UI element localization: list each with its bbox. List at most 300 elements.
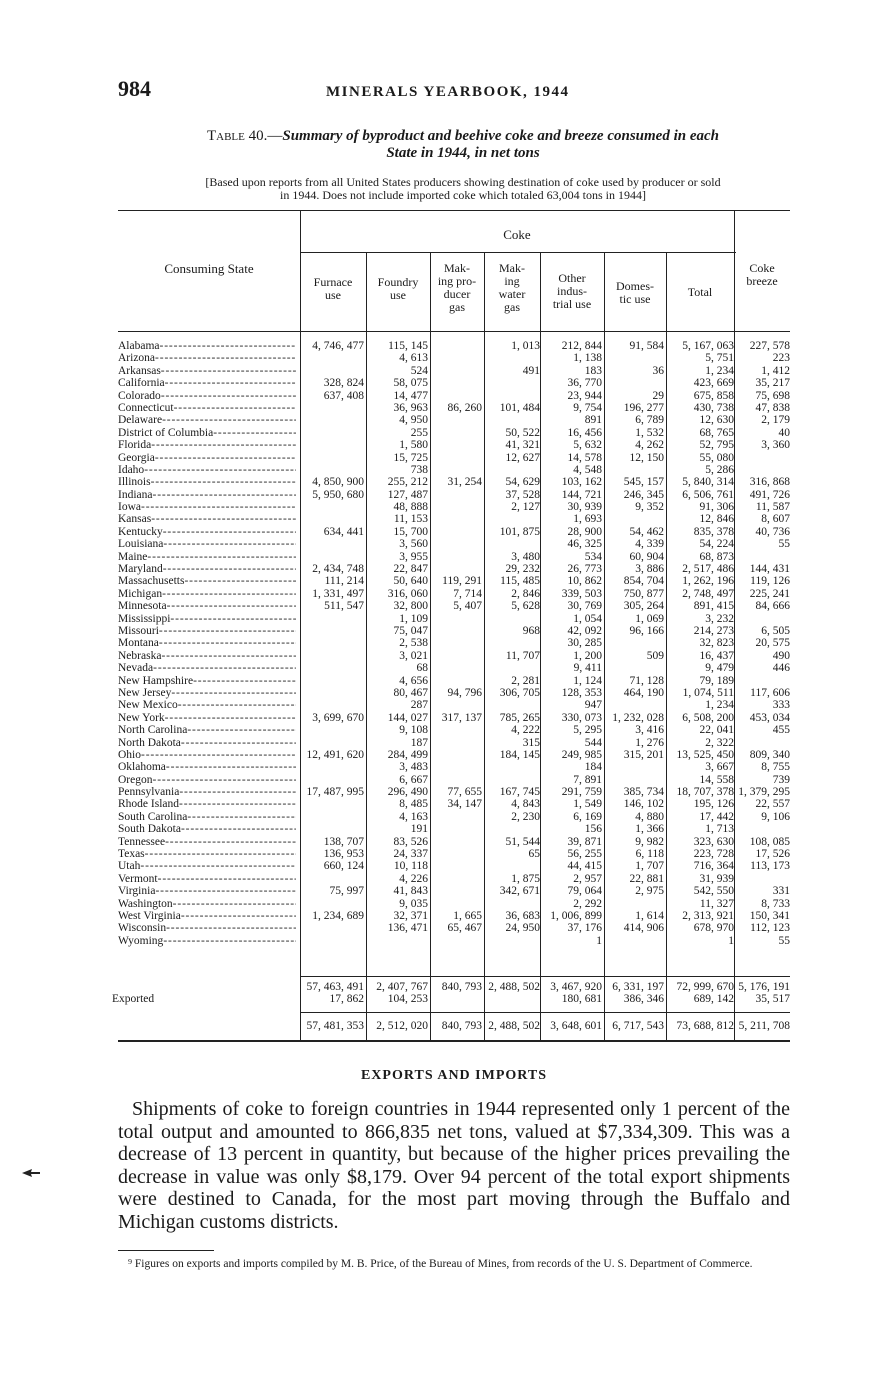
table-cell: 1, 006, 899 xyxy=(550,909,602,922)
table-cell: 36, 963 xyxy=(393,401,428,414)
table-cell: 6, 118 xyxy=(635,848,664,861)
state-name: New Mexico - - - xyxy=(118,699,296,711)
table-cell: 223, 728 xyxy=(693,848,734,861)
table-cell: 3, 467, 920 xyxy=(550,981,602,993)
table-cell: 12, 491, 620 xyxy=(306,748,364,761)
table-cell: 225, 241 xyxy=(749,587,790,600)
table-cell: 2, 127 xyxy=(511,501,540,514)
table-note xyxy=(118,176,808,202)
table-cell: 31, 254 xyxy=(447,476,482,489)
table-cell: 4, 613 xyxy=(399,352,428,365)
table-cell: 4, 163 xyxy=(399,810,428,823)
table-cell: 4, 548 xyxy=(573,463,602,476)
state-name: New York - - - xyxy=(118,712,296,724)
header-total: Total xyxy=(687,285,713,299)
table-cell: 423, 669 xyxy=(693,377,734,390)
table-row xyxy=(118,761,790,773)
table-row xyxy=(118,526,790,538)
table-bottom-rule xyxy=(118,1040,790,1042)
header-consuming-state: Consuming State xyxy=(164,261,254,276)
table-cell: 6, 331, 197 xyxy=(612,981,664,993)
table-cell: 36 xyxy=(652,364,664,377)
table-row xyxy=(118,885,790,897)
table-cell: 57, 481, 353 xyxy=(306,1020,364,1032)
state-name: Utah - - - xyxy=(118,860,296,872)
state-name: Maryland - - - xyxy=(118,563,296,575)
table-cell: 144, 027 xyxy=(387,711,428,724)
table-cell: 1, 232, 028 xyxy=(612,711,664,724)
table-cell: 23, 944 xyxy=(567,389,602,402)
table-cell: 115, 485 xyxy=(500,575,540,588)
table-cell: 79, 064 xyxy=(567,885,602,898)
table-cell: 6, 169 xyxy=(573,810,602,823)
table-cell: 40 xyxy=(778,426,790,439)
table-cell: 316, 868 xyxy=(749,476,790,489)
state-name: Massachusetts - - - xyxy=(118,575,296,587)
table-cell: 1, 234, 689 xyxy=(312,909,364,922)
table-cell: 138, 707 xyxy=(323,835,364,848)
table-cell: 65, 467 xyxy=(447,922,482,935)
table-cell: 77, 655 xyxy=(447,786,482,799)
table-row xyxy=(118,613,790,625)
table-cell: 40, 736 xyxy=(755,525,790,538)
table-cell: 14, 558 xyxy=(699,773,734,786)
state-name: Missouri - - - xyxy=(118,625,296,637)
table-cell: 17, 487, 995 xyxy=(306,786,364,799)
table-cell: 738 xyxy=(410,463,428,476)
table-cell: 71, 128 xyxy=(629,674,664,687)
table-row xyxy=(118,749,790,761)
table-cell: 1, 665 xyxy=(453,909,482,922)
table-cell: 37, 528 xyxy=(505,488,540,501)
table-cell: 6, 508, 200 xyxy=(682,711,734,724)
table-row xyxy=(118,464,790,476)
table-cell: 317, 137 xyxy=(441,711,482,724)
table-cell: 716, 364 xyxy=(693,860,734,873)
state-name: Delaware - - - xyxy=(118,414,296,426)
table-cell: 1, 054 xyxy=(573,612,602,625)
table-cell: 2, 488, 502 xyxy=(488,981,540,993)
table-row xyxy=(118,922,790,934)
state-name: Connecticut - - - xyxy=(118,402,296,414)
state-name: New Jersey - - - xyxy=(118,687,296,699)
table-cell: 6, 789 xyxy=(635,414,664,427)
table-row xyxy=(118,365,790,377)
table-row xyxy=(118,476,790,488)
state-name: Maine - - - xyxy=(118,551,296,563)
table-cell: 1, 138 xyxy=(573,352,602,365)
table-row xyxy=(118,823,790,835)
table-cell: 212, 844 xyxy=(561,340,602,352)
table-cell: 4, 850, 900 xyxy=(312,476,364,489)
table-cell: 104, 253 xyxy=(387,993,428,1005)
state-name: Washington - - - xyxy=(118,898,296,910)
table-cell: 10, 118 xyxy=(393,860,428,873)
table-row xyxy=(118,489,790,501)
table-cell: 490 xyxy=(772,649,790,662)
table-cell: 1, 580 xyxy=(399,439,428,452)
state-name: Kansas - - - xyxy=(118,513,296,525)
table-cell: 1, 124 xyxy=(573,674,602,687)
table-cell: 3, 021 xyxy=(399,649,428,662)
table-cell: 9, 754 xyxy=(573,401,602,414)
exported-rule xyxy=(300,1012,790,1013)
table-cell: 35, 217 xyxy=(755,377,790,390)
table-cell: 55 xyxy=(778,934,790,947)
table-cell: 386, 346 xyxy=(623,993,664,1005)
table-row xyxy=(118,836,790,848)
table-cell: 60, 904 xyxy=(629,550,664,563)
state-name: Tennessee - - - xyxy=(118,836,296,848)
table-cell: 9, 982 xyxy=(635,835,664,848)
state-name: Montana - - - xyxy=(118,637,296,649)
table-cell: 1, 366 xyxy=(635,823,664,836)
table-row xyxy=(118,699,790,711)
table-cell: 22, 847 xyxy=(393,563,428,576)
table-row xyxy=(118,551,790,563)
state-name: Rhode Island - - - xyxy=(118,798,296,810)
table-cell: 3, 667 xyxy=(705,761,734,774)
table-cell: 2, 434, 748 xyxy=(312,563,364,576)
table-cell: 9, 108 xyxy=(399,724,428,737)
state-name: Arkansas - - - xyxy=(118,365,296,377)
table-row xyxy=(118,910,790,922)
table-cell: 56, 255 xyxy=(567,848,602,861)
table-cell: 1, 331, 497 xyxy=(312,587,364,600)
table-cell: 2, 292 xyxy=(573,897,602,910)
table-cell: 55, 080 xyxy=(699,451,734,464)
table-cell: 2, 748, 497 xyxy=(682,587,734,600)
table-cell: 3, 232 xyxy=(705,612,734,625)
table-cell: 227, 578 xyxy=(749,340,790,352)
table-cell: 296, 490 xyxy=(387,786,428,799)
table-cell: 1, 069 xyxy=(635,612,664,625)
table-cell: 750, 877 xyxy=(623,587,664,600)
table-cell: 10, 862 xyxy=(567,575,602,588)
subtotal-rule xyxy=(300,976,790,977)
table-cell: 1, 532 xyxy=(635,426,664,439)
table-cell: 2, 538 xyxy=(399,637,428,650)
table-cell: 6, 717, 543 xyxy=(612,1020,664,1032)
table-cell: 103, 162 xyxy=(561,476,602,489)
table-cell: 184 xyxy=(584,761,602,774)
table-cell: 3, 483 xyxy=(399,761,428,774)
table-cell: 14, 477 xyxy=(393,389,428,402)
state-name: South Dakota - - - xyxy=(118,823,296,835)
grand-total-row xyxy=(118,1020,790,1033)
table-cell: 75, 997 xyxy=(329,885,364,898)
table-row xyxy=(118,737,790,749)
table-cell: 91, 306 xyxy=(699,501,734,514)
state-name: Oregon - - - xyxy=(118,774,296,786)
table-cell: 22, 041 xyxy=(699,724,734,737)
table-cell: 119, 126 xyxy=(750,575,790,588)
table-cell: 36, 683 xyxy=(505,909,540,922)
table-cell: 84, 666 xyxy=(755,600,790,613)
table-cell: 28, 900 xyxy=(567,525,602,538)
table-cell: 330, 073 xyxy=(561,711,602,724)
table-cell: 115, 145 xyxy=(388,340,428,352)
table-cell: 16, 456 xyxy=(567,426,602,439)
table-cell: 144, 431 xyxy=(749,563,790,576)
table-cell: 835, 378 xyxy=(693,525,734,538)
header-producer-gas: Mak- ing pro- ducer gas xyxy=(437,261,477,314)
table-row xyxy=(118,414,790,426)
table-cell: 2, 846 xyxy=(511,587,540,600)
table-cell: 144, 721 xyxy=(561,488,602,501)
state-name: Texas - - - xyxy=(118,848,296,860)
table-cell: 34, 147 xyxy=(447,798,482,811)
table-cell: 947 xyxy=(584,699,602,712)
state-name: District of Columbia - - - xyxy=(118,427,296,439)
table-row xyxy=(118,786,790,798)
state-name: South Carolina - - - xyxy=(118,811,296,823)
table-cell: 2, 488, 502 xyxy=(488,1020,540,1032)
table-cell: 739 xyxy=(772,773,790,786)
table-cell: 4, 222 xyxy=(511,724,540,737)
table-cell: 4, 950 xyxy=(399,414,428,427)
table-cell: 5, 167, 063 xyxy=(682,340,734,352)
table-row xyxy=(118,724,790,736)
table-cell: 108, 085 xyxy=(749,835,790,848)
table-row xyxy=(118,625,790,637)
table-cell: 35, 517 xyxy=(755,993,790,1005)
table-cell: 101, 875 xyxy=(499,525,540,538)
table-cell: 80, 467 xyxy=(393,686,428,699)
table-cell: 86, 260 xyxy=(447,401,482,414)
table-cell: 22, 881 xyxy=(629,872,664,885)
table-cell: 196, 277 xyxy=(623,401,664,414)
table-cell: 331 xyxy=(772,885,790,898)
table-cell: 5, 295 xyxy=(573,724,602,737)
table-cell: 1, 713 xyxy=(705,823,734,836)
table-cell: 128, 353 xyxy=(561,686,602,699)
table-cell: 1, 074, 511 xyxy=(682,686,734,699)
state-name: Nevada - - - xyxy=(118,662,296,674)
table-cell: 31, 939 xyxy=(699,872,734,885)
table-row xyxy=(118,662,790,674)
state-name: Mississippi - - - xyxy=(118,613,296,625)
table-cell: 339, 503 xyxy=(561,587,602,600)
table-title-line2: State in 1944, in net tons xyxy=(386,145,540,161)
table-cell: 5, 632 xyxy=(573,439,602,452)
table-cell: 2, 957 xyxy=(573,872,602,885)
table-cell: 101, 484 xyxy=(499,401,540,414)
table-cell: 29 xyxy=(652,389,664,402)
table-cell: 48, 888 xyxy=(393,501,428,514)
table-cell: 2, 322 xyxy=(705,736,734,749)
table-number: Table 40. xyxy=(206,128,268,144)
table-cell: 4, 843 xyxy=(511,798,540,811)
table-cell: 54, 224 xyxy=(699,538,734,551)
table-cell: 68 xyxy=(416,662,428,675)
table-cell: 968 xyxy=(522,624,540,637)
state-name: Virginia - - - xyxy=(118,885,296,897)
footnote-rule xyxy=(118,1250,214,1251)
table-cell: 891, 415 xyxy=(693,600,734,613)
table-cell: 156 xyxy=(584,823,602,836)
page-header xyxy=(118,76,790,104)
table-cell: 491, 726 xyxy=(749,488,790,501)
state-name: Vermont - - - xyxy=(118,873,296,885)
table-cell: 7, 891 xyxy=(573,773,602,786)
table-row xyxy=(118,712,790,724)
table-cell: 5, 840, 314 xyxy=(682,476,734,489)
table-cell: 2, 975 xyxy=(635,885,664,898)
table-cell: 249, 985 xyxy=(561,748,602,761)
table-cell: 9, 411 xyxy=(573,662,602,675)
table-cell: 2, 517, 486 xyxy=(682,563,734,576)
table-cell: 840, 793 xyxy=(441,981,482,993)
table-cell: 637, 408 xyxy=(323,389,364,402)
table-cell: 246, 345 xyxy=(623,488,664,501)
state-name: Colorado - - - xyxy=(118,390,296,402)
table-cell: 9, 106 xyxy=(761,810,790,823)
table-cell: 11, 153 xyxy=(393,513,428,526)
table-cell: 18, 707, 378 xyxy=(676,786,734,799)
table-cell: 183 xyxy=(584,364,602,377)
table-cell: 430, 738 xyxy=(693,401,734,414)
table-cell: 1, 276 xyxy=(635,736,664,749)
state-name: North Carolina - - - xyxy=(118,724,296,736)
table-cell: 54, 462 xyxy=(629,525,664,538)
table-cell: 54, 629 xyxy=(505,476,540,489)
table-cell: 328, 824 xyxy=(323,377,364,390)
table-cell: 306, 705 xyxy=(499,686,540,699)
table-cell: 534 xyxy=(584,550,602,563)
table-cell: 545, 157 xyxy=(623,476,664,489)
table-cell: 5, 176, 191 xyxy=(738,981,790,993)
table-cell: 55 xyxy=(778,538,790,551)
table-cell: 91, 584 xyxy=(629,340,664,352)
state-name: Illinois - - - xyxy=(118,476,296,488)
table-cell: 4, 262 xyxy=(635,439,664,452)
table-cell: 214, 273 xyxy=(693,624,734,637)
table-cell: 12, 630 xyxy=(699,414,734,427)
table-cell: 542, 550 xyxy=(693,885,734,898)
state-name: Nebraska - - - xyxy=(118,650,296,662)
header-other-industrial: Other indus- trial use xyxy=(552,271,592,311)
table-cell: 9, 035 xyxy=(399,897,428,910)
table-cell: 323, 630 xyxy=(693,835,734,848)
table-row xyxy=(118,848,790,860)
table-cell: 660, 124 xyxy=(323,860,364,873)
table-cell: 524 xyxy=(410,364,428,377)
table-cell: 11, 327 xyxy=(699,897,734,910)
table-cell: 455 xyxy=(772,724,790,737)
state-name: Wyoming - - - xyxy=(118,935,296,947)
table-cell: 15, 725 xyxy=(393,451,428,464)
table-cell: 146, 102 xyxy=(623,798,664,811)
table-cell: 17, 862 xyxy=(329,993,364,1005)
table-cell: 785, 265 xyxy=(499,711,540,724)
table-cell: 11, 707 xyxy=(505,649,540,662)
table-cell: 5, 751 xyxy=(705,352,734,365)
table-cell: 675, 858 xyxy=(693,389,734,402)
table-cell: 13, 525, 450 xyxy=(676,748,734,761)
table-row xyxy=(118,352,790,364)
table-cell: 2, 407, 767 xyxy=(376,981,428,993)
table-cell: 414, 906 xyxy=(623,922,664,935)
table-row xyxy=(118,774,790,786)
table-cell: 491 xyxy=(522,364,540,377)
table-cell: 12, 627 xyxy=(505,451,540,464)
table-cell: 50, 640 xyxy=(393,575,428,588)
table-cell: 1, 549 xyxy=(573,798,602,811)
table-cell: 453, 034 xyxy=(749,711,790,724)
state-name: Georgia - - - xyxy=(118,452,296,464)
table-cell: 1, 875 xyxy=(511,872,540,885)
table-cell: 68, 765 xyxy=(699,426,734,439)
table-cell: 4, 746, 477 xyxy=(312,340,364,352)
table-row xyxy=(118,600,790,612)
header-foundry-use: Foundry use xyxy=(377,275,419,302)
table-cell: 544 xyxy=(584,736,602,749)
table-cell: 37, 176 xyxy=(567,922,602,935)
table-cell: 2, 281 xyxy=(511,674,540,687)
section-title: EXPORTS AND IMPORTS xyxy=(360,1068,548,1083)
table-row xyxy=(118,935,790,947)
table-cell: 2, 230 xyxy=(511,810,540,823)
header-coke-breeze: Coke breeze xyxy=(746,261,778,288)
table-cell: 316, 060 xyxy=(387,587,428,600)
table-cell: 58, 075 xyxy=(393,377,428,390)
table-cell: 112, 123 xyxy=(750,922,790,935)
table-cell: 14, 578 xyxy=(567,451,602,464)
table-row xyxy=(118,427,790,439)
table-cell: 9, 479 xyxy=(705,662,734,675)
table-cell: 8, 733 xyxy=(761,897,790,910)
table-cell: 305, 264 xyxy=(623,600,664,613)
table-cell: 94, 796 xyxy=(447,686,482,699)
table-cell: 51, 544 xyxy=(505,835,540,848)
table-row xyxy=(118,575,790,587)
table-cell: 1 xyxy=(728,934,734,947)
table-cell: 184, 145 xyxy=(499,748,540,761)
table-cell: 1, 379, 295 xyxy=(738,786,790,799)
table-cell: 1, 412 xyxy=(761,364,790,377)
state-name: Louisiana - - - xyxy=(118,538,296,550)
state-name: Florida - - - xyxy=(118,439,296,451)
table-cell: 3, 699, 670 xyxy=(312,711,364,724)
table-cell: 315 xyxy=(522,736,540,749)
table-cell: 1, 707 xyxy=(635,860,664,873)
table-cell: 4, 656 xyxy=(399,674,428,687)
table-row xyxy=(118,687,790,699)
state-name: California - - - xyxy=(118,377,296,389)
exported-row xyxy=(112,993,790,1006)
state-name: Pennsylvania - - - xyxy=(118,786,296,798)
table-cell: 1, 013 xyxy=(511,340,540,352)
table-cell: 287 xyxy=(410,699,428,712)
table-cell: 32, 800 xyxy=(393,600,428,613)
table-cell: 73, 688, 812 xyxy=(676,1020,734,1032)
table-note-line2: in 1944. Does not include imported coke which totaled 63,004 tons in 1944] xyxy=(280,188,646,202)
table-cell: 42, 092 xyxy=(567,624,602,637)
state-name: North Dakota - - - xyxy=(118,737,296,749)
table-cell: 30, 769 xyxy=(567,600,602,613)
table-cell: 12, 846 xyxy=(699,513,734,526)
table-cell: 52, 795 xyxy=(699,439,734,452)
table-cell: 891 xyxy=(584,414,602,427)
table-cell: 41, 843 xyxy=(393,885,428,898)
table-cell: 840, 793 xyxy=(441,1020,482,1032)
table-cell: 223 xyxy=(772,352,790,365)
table-cell: 385, 734 xyxy=(623,786,664,799)
table-cell: 6, 506, 761 xyxy=(682,488,734,501)
table-row xyxy=(118,439,790,451)
table-cell: 3, 886 xyxy=(635,563,664,576)
